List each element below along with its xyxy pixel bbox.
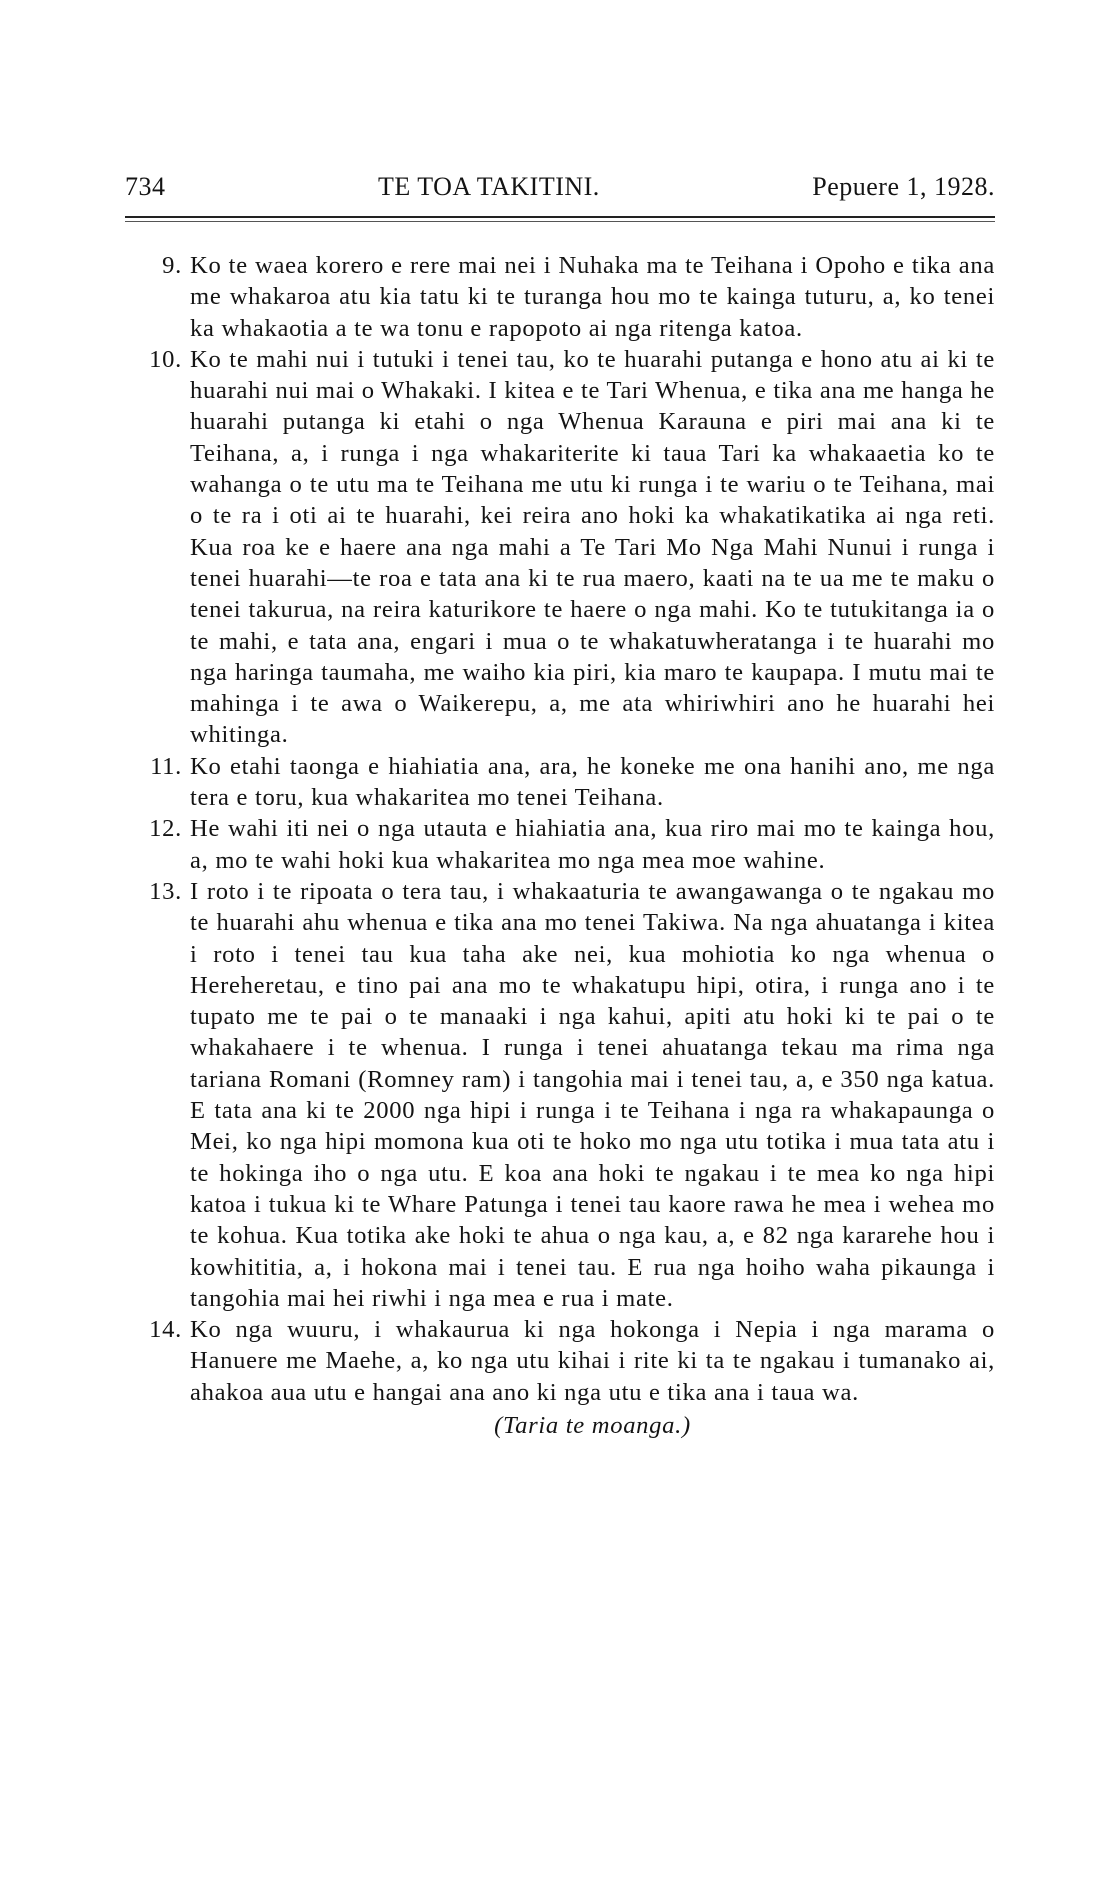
paragraph-text: Ko te mahi nui i tutuki i tenei tau, ko te huarahi putanga e hono atu ai ki te huarahi nui mai o Whakaki. I kitea e te Tari Whenua, e tika ana me hanga he huarahi putanga ki etahi o nga Whenua Karauna e piri mai ana ki te Teihana, a, i runga i nga whakariterite ki taua Tari ka whakaaetia ko te wahanga o te utu ma te Teihana me utu ki runga i te wariu o te Teihana, mai o te ra i oti ai te huarahi, kei reira ano hoki ka whakatikatika ai nga reti. Kua roa ke e haere ana nga mahi a Te Tari Mo Nga Mahi Nunui i runga i tenei huarahi—te roa e tata ana ki te rua maero, kaati na te ua me te maku o tenei takurua, na reira katurikore te haere o nga mahi. Ko te tutukitanga ia o te mahi, e tata ana, engari i mua o te whakatuwheratanga i te huarahi mo nga haringa taumaha, me waiho kia piri, kia maro te kaupapa. I mutu mai te mahinga i te awa o Waikerepu, a, me ata whiriwhiri ano he huarahi hei whitinga. <box>190 345 995 749</box>
paragraph-text: He wahi iti nei o nga utauta e hiahiatia ana, kua riro mai mo te kainga hou, a, mo te wahi hoki kua whakaritea mo nga mea moe wahine. <box>190 815 995 874</box>
paragraph-12 <box>140 813 995 876</box>
paragraph-11 <box>140 751 995 814</box>
paragraph-14 <box>140 1314 995 1408</box>
closing-note: (Taria te moanga.) <box>494 1411 691 1439</box>
body-text <box>140 250 995 1441</box>
journal-title: TE TOA TAKITINI. <box>377 172 600 201</box>
paragraph-number: 14. <box>149 1316 182 1344</box>
paragraph-9 <box>140 250 995 344</box>
paragraph-13 <box>140 876 995 1314</box>
paragraph-number: 12. <box>149 815 182 843</box>
paragraph-10 <box>140 344 995 751</box>
header-rule-thin <box>125 221 995 222</box>
paragraph-number: 9. <box>162 252 182 279</box>
paragraph-number: 11. <box>150 752 182 780</box>
paragraph-text: Ko nga wuuru, i whakaurua ki nga hokonga i Nepia i nga marama o Hanuere me Maehe, a, ko nga utu kihai i rite ki ta te ngakau i tumanako ai, ahakoa aua utu e hangai ana ano ki nga utu e tika ana i taua wa. <box>190 1316 995 1406</box>
issue-date: Pepuere 1, 1928. <box>812 172 995 201</box>
paragraph-number: 13. <box>149 877 182 905</box>
paragraph-text: Ko etahi taonga e hiahiatia ana, ara, he koneke me ona hanihi ano, me nga tera e toru, kua whakaritea mo tenei Teihana. <box>190 752 995 812</box>
page-number: 734 <box>125 172 166 201</box>
paragraph-text: Ko te waea korero e rere mai nei i Nuhaka ma te Teihana i Opoho e tika ana me whakaroa atu kia tatu ki te turanga hou mo te kainga tuturu, a, ko tenei ka whakaotia a te wa tonu e rapopoto ai nga ritenga katoa. <box>190 252 995 342</box>
paragraph-text: I roto i te ripoata o tera tau, i whakaaturia te awangawanga o te ngakau mo te huarahi ahu whenua e tika ana mo tenei Takiwa. Na nga ahuatanga i kitea i roto i tenei tau kua taha ake nei, kua mohiotia ko nga whenua o Hereheretau, e tino pai ana mo te whakatupu hipi, otira, i runga ano i te tupato me te pai o te manaaki i nga kahui, apiti atu hoki ki te pai o te whakahaere i te whenua. I runga i tenei ahuatanga tekau ma rima nga tariana Romani (Romney ram) i tangohia mai i tenei tau, a, e 350 nga katua. E tata ana ki te 2000 nga hipi i runga i te Teihana i nga ra whakapaunga o Mei, ko nga hipi momona kua oti te hoko mo nga utu totika i mua tata atu i te hokinga iho o nga utu. E koa ana hoki te ngakau i te mea ko nga hipi katoa i tukua ki te Whare Patunga i tenei tau kaore rawa he mea i wehea mo te kohua. Kua totika ake hoki te ahua o nga kau, a, e 82 nga kararehe hou i kowhititia, a, i hokona mai i tenei tau. E rua nga hoiho waha pikaunga i tangohia mai hei riwhi i nga mea e rua i mate. <box>190 877 995 1312</box>
header-rule <box>125 216 995 218</box>
paragraph-number: 10. <box>149 345 182 373</box>
running-header <box>125 172 995 208</box>
